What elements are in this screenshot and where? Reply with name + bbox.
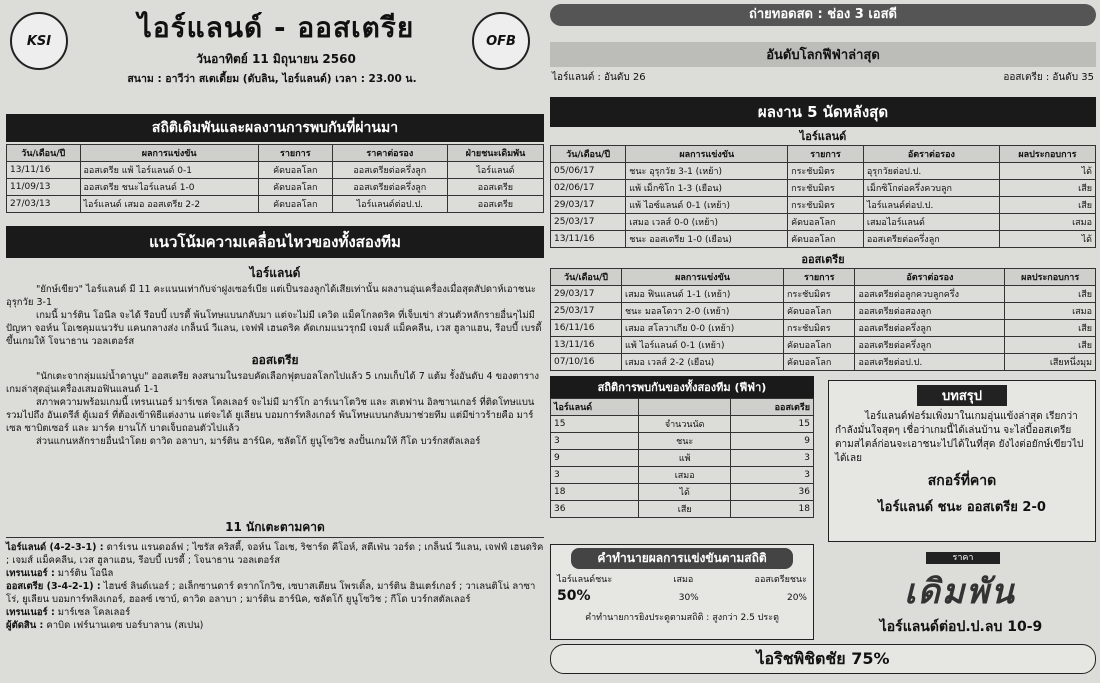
- form-ire-col-0: วัน/เดือน/ปี: [551, 146, 626, 163]
- form-aut-cell: เสีย: [1005, 286, 1096, 303]
- form-ire-row: [551, 197, 1096, 214]
- h2h-cell: 13/11/16: [7, 162, 81, 179]
- form-aut-row: [551, 286, 1096, 303]
- stats-row: [551, 450, 814, 467]
- h2h-section: [6, 114, 544, 213]
- score-label: สกอร์ที่คาด: [927, 473, 997, 489]
- form-aut-row: [551, 354, 1096, 371]
- h2h-col-2: รายการ: [258, 145, 332, 162]
- form-aut-row: [551, 337, 1096, 354]
- prediction-value-2: 20%: [786, 593, 807, 603]
- stats-left-team: ไอร์แลนด์: [551, 399, 639, 416]
- ireland-coach: [6, 567, 544, 580]
- prediction-values: [551, 586, 813, 606]
- form-ire-row: [551, 163, 1096, 180]
- ireland-title: ไอร์แลนด์: [249, 266, 301, 280]
- form-ire-cell: ออสเตรียต่อครึ่งลูก: [863, 231, 999, 248]
- h2h-cell: ออสเตรีย แพ้ ไอร์แลนด์ 0-1: [80, 162, 258, 179]
- form-ire-cell: 25/03/17: [551, 214, 626, 231]
- fifa-ranks: [550, 70, 1096, 86]
- form-aut-cell: 13/11/16: [551, 337, 622, 354]
- ireland-para-2: เกมนี้ มาร์ติน โอนีล จะได้ รีอบบี้ เบรดี้ พ้นโทษแบนกลับมา แต่จะไม่มี เควิด แม็คโกลดริค ที่เจ็บเข่า ส่วนตัวหลักรายอื่นๆไม่มีปัญหา จอห์น โอเชคุมแนวรับ แคนกลางส่ง เกล็นน์ วีแลน, เจฟฟ์ เฮนดริค คัดเกมแนวรุกมี เจมส์ แม็คคลีน, เวส ฮูลาแฮน, รีอบบี้ เบรดี้ ขึ้นเกมให้ โจนาธาน วอลเตอร์ส: [6, 310, 542, 347]
- stats-cell: เสมอ: [639, 467, 731, 484]
- h2h-cell: ออสเตรีย: [447, 179, 543, 196]
- stats-row: [551, 484, 814, 501]
- form-ire-cell: กระชับมิตร: [788, 163, 864, 180]
- form-ire-cell: คัดบอลโลก: [788, 231, 864, 248]
- pick-tag: ราคา: [926, 552, 1000, 564]
- broadcast-bar: ถ่ายทอดสด : ช่อง 3 เอสดี: [550, 4, 1096, 26]
- verdict-text: ไอร์แลนด์ฟอร์มเพิ่งมาในเกมอุ่นแข้งล่าสุด เรียกว่ากำลังมั่นใจสุดๆ เชื่อว่าเกมนี้ได้เล่นบ้าน จะไล่บี้ออสเตรียตามสไตล์ก่อนจะเอาชนะไปได้ในที่สุด ยังไงต่อยักษ์เขียวไปได้เลย: [835, 411, 1084, 464]
- h2h-cell: ออสเตรียต่อครึ่งลูก: [332, 179, 447, 196]
- form-aut-cell: คัดบอลโลก: [784, 337, 855, 354]
- h2h-cell: ออสเตรีย: [447, 196, 543, 213]
- form-aut-cell: กระชับมิตร: [784, 320, 855, 337]
- h2h-row: [7, 162, 544, 179]
- form-ire-cell: ชนะ อุรุกวัย 3-1 (เหย้า): [626, 163, 788, 180]
- stats-cell: 15: [730, 416, 813, 433]
- prediction-heading: คำทำนายผลการแข่งขันตามสถิติ: [571, 548, 793, 569]
- form-aut-cell: เสมอ เวลส์ 2-2 (เยือน): [622, 354, 784, 371]
- ireland-lineup: [6, 541, 544, 567]
- stats-cell: 3: [730, 450, 813, 467]
- verdict-section: [828, 380, 1096, 542]
- stats-cell: ชนะ: [639, 433, 731, 450]
- verdict-heading: บทสรุป: [917, 385, 1007, 406]
- austria-para-1: "นักเตะจากลุ่มแม่น้ำดานูบ" ออสเตรีย ลงสนามในรอบคัดเลือกฟุตบอลโลกไปแล้ว 5 เกมเก็บได้ 7 แต้ม รั้งอันดับ 4 ของตาราง เกมล่าสุดอุ่นเครื่องเสมอฟินแลนด์ 1-1: [6, 371, 540, 395]
- form-ire-cell: ไอร์แลนด์ต่อป.ป.: [863, 197, 999, 214]
- austria-para-2: สภาพความพร้อมเกมนี้ เทรนเนอร์ มาร์เซล โคลเลอร์ จะไม่มี มาร์โก อาร์เนาโตวิช และ สเตฟาน อิลซานเกอร์ ที่ติดโทษแบน รวมไปถึง อันเดรีส์ ดู้เมอร์ ที่ต้องเข้าพิธีแต่งงาน แต่จะได้ ยูเลียน บอมการ์ทลิงเกอร์ พ้นโทษแบนกลับมาช่วยทีม แต่มีข่าวร้ายคือ มาร์เซล ซาบิตเซอร์ และ มาร์ค ยานโก้ บาดเจ็บถอนตัวไปแล้ว: [6, 397, 535, 434]
- austria-lineup-text: ไฮนซ์ ลินด์เนอร์ ; อเล็กซานดาร์ ดรากโกวิช, เซบาสเตียน โพรเดิ้ล, มาร์ติน ฮินเตร์เกอร์ ; วาเลนติโน่ ลาซาโร่, ยูเลียน บอมการ์ทลิงเกอร์, ฮอลซ์ เซาบ์, ดาวิด อลาบา ; มาร์ติน ฮาร์นิค, ซลัตโก้ ยูนูโซวิช ; กีโด บวร์กสตัลเลอร์: [6, 581, 536, 605]
- form-aut-col-3: อัตราต่อรอง: [855, 269, 1005, 286]
- ireland-lineup-text: ดาร์เรน แรนดอล์ฟ ; ไซรัส คริสตี้, จอห์น โอเช, ริชาร์ด คีโอห์, สตีเฟ่น วอร์ด ; เกล็นน์ วีแลน, เจฟฟ์ เฮนดริค ; เจมส์ แม็คคลีน, เวส ฮูลาแฮน, รีอบบี้ เบรดี้ ; โจนาธาน วอลเตอร์ส: [6, 542, 544, 566]
- austria-rank: ออสเตรีย : อันดับ 35: [1003, 72, 1094, 83]
- form-aut-cell: เสียหนึ่งมุม: [1005, 354, 1096, 371]
- form-section: [550, 97, 1096, 371]
- form-aut-col-1: ผลการแข่งขัน: [622, 269, 784, 286]
- form-aut-cell: ออสเตรียต่อป.ป.: [855, 354, 1005, 371]
- form-aut-cell: คัดบอลโลก: [784, 354, 855, 371]
- form-aut-row: [551, 320, 1096, 337]
- form-aut-col-4: ผลประกอบการ: [1005, 269, 1096, 286]
- form-ire-col-2: รายการ: [788, 146, 864, 163]
- stats-cell: 15: [551, 416, 639, 433]
- h2h-cell: ไอร์แลนด์ต่อป.ป.: [332, 196, 447, 213]
- ireland-para-1: "ยักษ์เขียว" ไอร์แลนด์ มี 11 คะแนนเท่ากับจ่าฝูงเซอร์เบีย แต่เป็นรองลูกได้เสียเท่านั้น ผลงานอุ่นเครื่องเมื่อสุดสัปดาห์เอาชนะ อุรุกวัย 3-1: [6, 284, 536, 308]
- stats-cell: 36: [730, 484, 813, 501]
- austria-lineup: [6, 580, 544, 606]
- h2h-cell: ไอร์แลนด์: [447, 162, 543, 179]
- stats-cell: 9: [730, 433, 813, 450]
- form-ire-cell: เม็กซิโกต่อครึ่งควบลูก: [863, 180, 999, 197]
- fifa-heading: อันดับโลกฟีฟ่าล่าสุด: [550, 42, 1096, 67]
- h2h-cell: ออสเตรีย ชนะไอร์แลนด์ 1-0: [80, 179, 258, 196]
- confidence-bar: ไอริชพิชิตชัย 75%: [550, 644, 1096, 674]
- lineups-heading: 11 นักเตะตามคาด: [6, 518, 544, 538]
- form-ire-cell: เสมอไอร์แลนด์: [863, 214, 999, 231]
- prediction-labels: [551, 572, 813, 586]
- form-aut-cell: 29/03/17: [551, 286, 622, 303]
- match-title: ไอร์แลนด์ - ออสเตรีย: [137, 11, 415, 44]
- form-ire-col-1: ผลการแข่งขัน: [626, 146, 788, 163]
- ofb-logo: OFB: [472, 12, 530, 70]
- stats-cell: 18: [551, 484, 639, 501]
- stats-cell: 18: [730, 501, 813, 518]
- stats-cell: จำนวนนัด: [639, 416, 731, 433]
- prediction-label-1: เสมอ: [673, 575, 694, 585]
- h2h-cell: คัดบอลโลก: [258, 196, 332, 213]
- h2h-col-0: วัน/เดือน/ปี: [7, 145, 81, 162]
- stats-row: [551, 416, 814, 433]
- austria-coach-name: มาร์เซล โคลเลอร์: [57, 607, 131, 618]
- form-ire-cell: ได้: [999, 163, 1095, 180]
- form-aut-cell: ออสเตรียต่อครึ่งลูก: [855, 337, 1005, 354]
- form-ire-cell: 05/06/17: [551, 163, 626, 180]
- form-ire-row: [551, 231, 1096, 248]
- form-ire-cell: เสมอ: [999, 214, 1095, 231]
- match-date: วันอาทิตย์ 11 มิถุนายน 2560: [196, 52, 356, 66]
- form-ire-row: [551, 214, 1096, 231]
- h2h-row: [7, 196, 544, 213]
- stats-heading: สถิติการพบกันของทั้งสองทีม (ฟีฟ่า): [550, 376, 814, 398]
- stats-cell: 36: [551, 501, 639, 518]
- form-austria-title: ออสเตรีย: [801, 253, 845, 266]
- form-aut-cell: 16/11/16: [551, 320, 622, 337]
- h2h-col-3: ราคาต่อรอง: [332, 145, 447, 162]
- stats-right-team: ออสเตรีย: [730, 399, 813, 416]
- prediction-value-1: 30%: [678, 593, 699, 603]
- form-ire-cell: คัดบอลโลก: [788, 214, 864, 231]
- right-column: [550, 4, 1096, 680]
- ksi-logo: KSI: [10, 12, 68, 70]
- stats-mid-head: [639, 399, 731, 416]
- fifa-section: [550, 42, 1096, 86]
- prediction-note: คำทำนายการยิงประตูตามสถิติ : สูงกว่า 2.5 ประตู: [585, 613, 779, 623]
- stats-row: [551, 467, 814, 484]
- referee: [6, 619, 544, 632]
- austria-coach: [6, 606, 544, 619]
- stats-cell: ได้: [639, 484, 731, 501]
- ireland-coach-label: เทรนเนอร์ :: [6, 568, 55, 579]
- ireland-lineup-label: ไอร์แลนด์ (4-2-3-1) :: [6, 542, 104, 553]
- lineups-section: [6, 518, 544, 632]
- form-ire-cell: แพ้ เม็กซิโก 1-3 (เยือน): [626, 180, 788, 197]
- austria-form-table: [550, 268, 1096, 371]
- h2h-cell: ออสเตรียต่อครึ่งลูก: [332, 162, 447, 179]
- stats-row: [551, 433, 814, 450]
- form-ire-cell: ชนะ ออสเตรีย 1-0 (เยือน): [626, 231, 788, 248]
- stats-cell: 9: [551, 450, 639, 467]
- referee-name: คาบิด เฟร์นานเดซ บอร์บาลาน (สเปน): [46, 620, 204, 631]
- trend-heading: แนวโน้มความเคลื่อนไหวของทั้งสองทีม: [6, 226, 544, 258]
- h2h-cell: 11/09/13: [7, 179, 81, 196]
- stats-cell: 3: [730, 467, 813, 484]
- referee-label: ผู้ตัดสิน :: [6, 620, 44, 631]
- match-venue: สนาม : อาวีว่า สเตเดี้ยม (ดับลิน, ไอร์แลนด์) เวลา : 23.00 น.: [127, 73, 417, 85]
- ireland-rank: ไอร์แลนด์ : อันดับ 26: [552, 72, 646, 83]
- form-aut-cell: เสมอ สโลวาเกีย 0-0 (เหย้า): [622, 320, 784, 337]
- stats-cell: เสีย: [639, 501, 731, 518]
- form-ire-cell: เสมอ เวลส์ 0-0 (เหย้า): [626, 214, 788, 231]
- form-aut-cell: เสมอ: [1005, 303, 1096, 320]
- form-ire-cell: ได้: [999, 231, 1095, 248]
- form-ire-cell: อุรุกวัยต่อป.ป.: [863, 163, 999, 180]
- form-ire-cell: 13/11/16: [551, 231, 626, 248]
- h2h-cell: ไอร์แลนด์ เสมอ ออสเตรีย 2-2: [80, 196, 258, 213]
- h2h-row: [7, 179, 544, 196]
- form-aut-cell: แพ้ ไอร์แลนด์ 0-1 (เหย้า): [622, 337, 784, 354]
- austria-para-3: ส่วนแกนหลักรายอื่นนำโดย ดาวิด อลาบา, มาร์ติน ฮาร์นิค, ซลัตโก้ ยูนูโซวิช ลงปั้นเกมให้ กีโด บวร์กสตัลเลอร์: [36, 436, 481, 447]
- form-ire-cell: เสีย: [999, 197, 1095, 214]
- form-ireland-title: ไอร์แลนด์: [799, 130, 847, 143]
- austria-lineup-label: ออสเตรีย (3-4-2-1) :: [6, 581, 101, 592]
- pick-label: เดิมพัน: [904, 572, 1016, 612]
- h2h-cell: 27/03/13: [7, 196, 81, 213]
- form-aut-cell: ชนะ มอลโดวา 2-0 (เหย้า): [622, 303, 784, 320]
- trend-section: [6, 226, 544, 448]
- h2h-col-4: ฝ่ายชนะเดิมพัน: [447, 145, 543, 162]
- form-aut-cell: ออสเตรียต่อครึ่งลูก: [855, 320, 1005, 337]
- austria-coach-label: เทรนเนอร์ :: [6, 607, 55, 618]
- match-header: [6, 4, 544, 104]
- form-aut-cell: คัดบอลโลก: [784, 303, 855, 320]
- prediction-label-0: ไอร์แลนด์ชนะ: [557, 575, 613, 585]
- form-aut-cell: 25/03/17: [551, 303, 622, 320]
- form-ire-cell: กระชับมิตร: [788, 180, 864, 197]
- austria-title: ออสเตรีย: [251, 353, 299, 367]
- left-column: [6, 4, 544, 680]
- form-ire-col-4: ผลประกอบการ: [999, 146, 1095, 163]
- h2h-col-1: ผลการแข่งขัน: [80, 145, 258, 162]
- ireland-coach-name: มาร์ติน โอนีล: [57, 568, 114, 579]
- form-ire-cell: 02/06/17: [551, 180, 626, 197]
- h2h-cell: คัดบอลโลก: [258, 162, 332, 179]
- form-ire-cell: กระชับมิตร: [788, 197, 864, 214]
- form-ire-row: [551, 180, 1096, 197]
- form-aut-cell: กระชับมิตร: [784, 286, 855, 303]
- form-aut-cell: เสมอ ฟินแลนด์ 1-1 (เหย้า): [622, 286, 784, 303]
- form-ire-col-3: อัตราต่อรอง: [863, 146, 999, 163]
- stats-cell: แพ้: [639, 450, 731, 467]
- form-aut-col-0: วัน/เดือน/ปี: [551, 269, 622, 286]
- stats-table: [550, 398, 814, 518]
- pick-text: ไอร์แลนด์ต่อป.ป.ลบ 10-9: [879, 619, 1043, 635]
- h2h-cell: คัดบอลโลก: [258, 179, 332, 196]
- h2h-heading: สถิติเดิมพันและผลงานการพบกันที่ผ่านมา: [6, 114, 544, 142]
- ireland-form-table: [550, 145, 1096, 248]
- stats-cell: 3: [551, 433, 639, 450]
- form-ire-cell: 29/03/17: [551, 197, 626, 214]
- form-heading: ผลงาน 5 นัดหลังสุด: [550, 97, 1096, 127]
- pick-section: [828, 552, 1094, 634]
- form-aut-cell: เสีย: [1005, 337, 1096, 354]
- form-aut-col-2: รายการ: [784, 269, 855, 286]
- prediction-label-2: ออสเตรียชนะ: [754, 575, 807, 585]
- prediction-section: [550, 544, 814, 640]
- form-aut-row: [551, 303, 1096, 320]
- stats-cell: 3: [551, 467, 639, 484]
- form-ire-cell: เสีย: [999, 180, 1095, 197]
- form-ire-cell: แพ้ ไอซ์แลนด์ 0-1 (เหย้า): [626, 197, 788, 214]
- form-aut-cell: 07/10/16: [551, 354, 622, 371]
- form-aut-cell: ออสเตรียต่อสองลูก: [855, 303, 1005, 320]
- form-aut-cell: ออสเตรียต่อลูกควบลูกครึ่ง: [855, 286, 1005, 303]
- stats-row: [551, 501, 814, 518]
- stats-section: [550, 376, 814, 518]
- score-prediction: ไอร์แลนด์ ชนะ ออสเตรีย 2-0: [878, 500, 1046, 515]
- h2h-table: [6, 144, 544, 213]
- prediction-value-0: 50%: [557, 588, 591, 604]
- form-aut-cell: เสีย: [1005, 320, 1096, 337]
